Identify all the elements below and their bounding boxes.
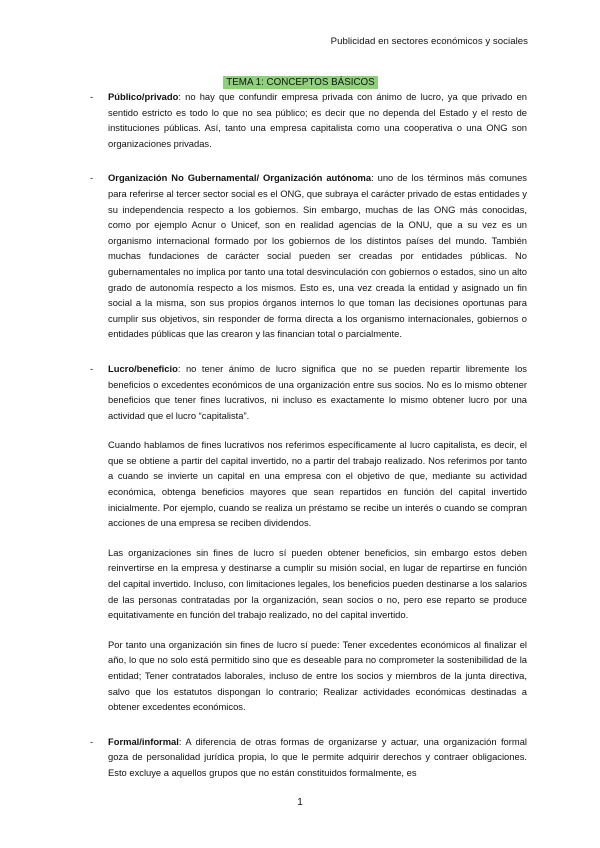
document-body	[90, 89, 527, 781]
list-item-lucro	[90, 361, 527, 423]
definition-formal: : A diferencia de otras formas de organizarse y actuar, una organización formal goza de personalidad jurídica propia, lo que le permite adquirir derechos y contraer obligaciones. Esto excluye a aquellos grupos que no están constituidos formalmente, es	[108, 735, 527, 778]
bullet-marker: -	[90, 172, 94, 184]
list-item-publico	[90, 89, 527, 151]
item-paragraph	[108, 734, 527, 781]
term-formal: Formal/informal	[108, 735, 179, 747]
definition-publico: : no hay que confundir empresa privada con ánimo de lucro, ya que privado en sentido estricto es todo lo que no sea público; es decir que no dependa del Estado y el resto de instituciones públicas. Así, tanto una empresa capitalista como una cooperativa o una ONG son organizaciones privadas.	[108, 91, 527, 149]
definition-ong: : uno de los términos más comunes para referirse al tercer sector social es el ONG, que subraya el carácter privado de estas entidades y su independencia respecto a los gobiernos. Sin embargo, muchas de las ONG más conocidas, como por ejemplo Acnur o Unicef, son en realidad agencias de la ONU, que a su vez es un organismo internacional formado por los gobiernos de los distintos países del mundo. También muchas fundaciones de carácter social pueden ser creadas por entidades públicas. No gubernamentales no implica por tanto una total desvinculación con gobiernos o estados, sino un alto grado de autonomía respecto a los mismos. Esto es, una vez creada la entidad y asignado un fin social a la misma, son sus propios órganos internos lo que toman las decisiones oportunas para cumplir sus objetivos, sin responder de forma directa a los organismo internacionales, gobiernos o entidades públicas que las crearon y las financian total o parcialmente.	[108, 172, 527, 340]
title-container	[0, 72, 600, 90]
lucro-paragraph: Cuando hablamos de fines lucrativos nos referimos específicamente al lucro capitalista, es decir, el que se obtiene a partir del capital invertido, no a partir del trabajo realizado. Nos referimos por tanto a cuando se invierte un capital en una empresa con el objetivo de que, mediante su actividad económica, obtenga beneficios mayores que sean repartidos en función del capital invertido inicialmente. Por ejemplo, cuando se realiza un préstamo se recibe un interés o cuando se compran acciones de una empresa se reciben dividendos.	[108, 439, 527, 529]
bullet-marker: -	[90, 735, 94, 747]
bullet-marker: -	[90, 91, 94, 102]
lucro-paragraph: Por tanto una organización sin fines de lucro sí puede: Tener excedentes económicos al finalizar el año, lo que no solo está permitido sino que es deseable para no comprometer la sostenibilidad de la entidad; Tener contratados laborales, incluso de entre los socios y miembros de la junta directiva, salvo que los estatutos dispongan lo contrario; Realizar actividades económicas destinadas a obtener excedentes económicos.	[108, 638, 527, 713]
term-publico: Público/privado	[108, 91, 179, 102]
term-lucro: Lucro/beneficio	[108, 362, 178, 374]
item-paragraph	[108, 170, 527, 342]
item-paragraph	[108, 89, 527, 151]
term-ong: Organización No Gubernamental/ Organización autónoma	[108, 172, 372, 184]
section-title: TEMA 1: CONCEPTOS BÁSICOS	[223, 76, 377, 89]
definition-lucro: : no tener ánimo de lucro significa que no se pueden repartir libremente los beneficios o excedentes económicos de una organización entre sus socios. No es lo mismo obtener beneficios que tener fines lucrativos, ni incluso es exactamente lo mismo obtener lucro por una actividad que el lucro “capitalista”.	[108, 362, 527, 421]
list-item-ong	[90, 170, 527, 342]
running-header: Publicidad en sectores económicos y sociales	[330, 36, 528, 47]
list-item-formal	[90, 734, 527, 781]
item-paragraph	[108, 361, 527, 423]
bullet-marker: -	[90, 362, 94, 374]
page-number: 1	[297, 797, 303, 808]
lucro-paragraph: Las organizaciones sin fines de lucro sí pueden obtener beneficios, sin embargo estos deben reinvertirse en la empresa y destinarse a cumplir su misión social, en lugar de repartirse en función del capital invertido. Incluso, con limitaciones legales, los beneficios pueden destinarse a los salarios de las personas contratadas por la organización, sean socios o no, pero ese reparto se produce equitativamente en función del trabajo realizado, no del capital invertido.	[108, 546, 527, 621]
